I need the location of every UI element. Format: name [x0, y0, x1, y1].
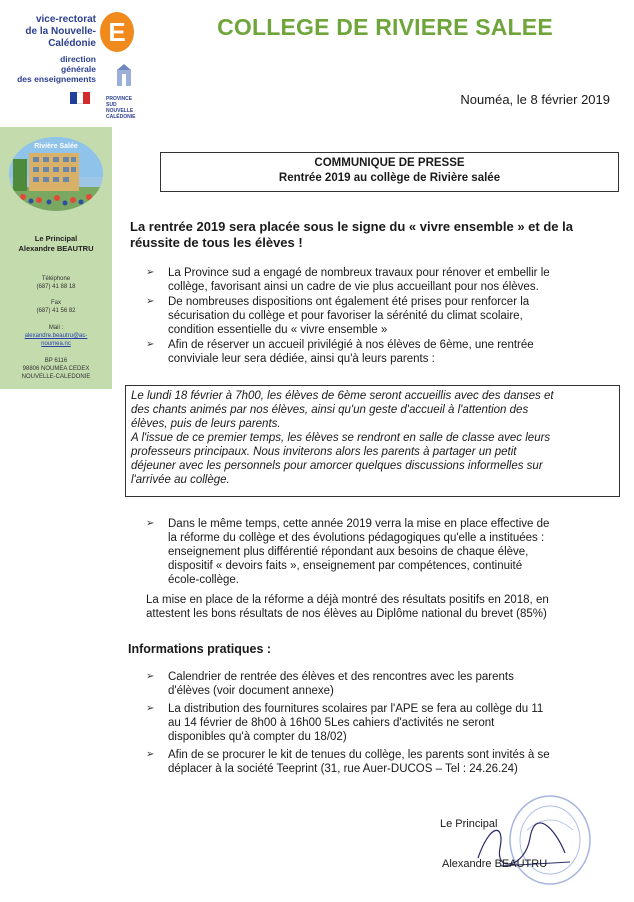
logo-e-icon: E — [100, 12, 134, 52]
bullet-line: sécurisation du collège et pour favoriser la sérénité du climat scolaire, — [168, 310, 523, 322]
bullet-list-reform — [146, 517, 620, 588]
box-line: élèves, puis de leurs parents. — [131, 418, 281, 430]
bullet-line: dispositif « devoirs faits », enseignement par compétences, continuité — [168, 560, 523, 572]
sidebar-phone: (687) 41 88 18 — [36, 284, 76, 290]
sidebar-fax: (687) 41 56 82 — [36, 308, 76, 314]
bullet-line: au 14 février de 8h00 à 16h00 5Les cahiers d'activités ne seront — [168, 717, 495, 729]
logo-line-4: générale — [61, 64, 96, 74]
welcome-program-box — [125, 385, 620, 497]
reform-results-paragraph — [146, 593, 620, 621]
list-item — [146, 517, 620, 587]
box-line: l'arrivée au collège. — [131, 474, 230, 486]
bullet-line: déplacer à la société Teeprint (31, rue Auer-DUCOS – Tel : 24.26.24) — [168, 763, 518, 775]
box-line: professeurs principaux. Nous inviterons alors les parents à partager un petit — [131, 446, 517, 458]
list-item — [146, 702, 620, 744]
sidebar-phone-label: Téléphone — [41, 276, 71, 282]
bullet-line: disponibles qu'à compter du 18/02) — [168, 731, 347, 743]
list-item — [146, 295, 620, 337]
bullet-line: la réforme du collège et des évolutions pédagogiques qu'elle a instituées : — [168, 532, 545, 544]
bullet-line: enseignement plus différentié répondant aux besoins de chaque élève, — [168, 546, 529, 558]
communique-subtitle: Rentrée 2019 au collège de Rivière salée — [278, 172, 501, 184]
info-heading: Informations pratiques : — [128, 642, 272, 656]
sidebar-fax-label: Fax — [50, 300, 61, 306]
nc-text-2: NOUVELLE — [106, 108, 134, 114]
communique-box — [160, 152, 619, 192]
vice-rectorat-logo — [8, 10, 136, 120]
paragraph-line: La mise en place de la réforme a déjà montré des résultats positifs en 2018, en — [146, 594, 549, 606]
bullet-line: Dans le même temps, cette année 2019 verra la mise en place effective de — [168, 518, 550, 530]
box-line: déjeuner avec les personnels pour amorcer quelques discussions informelles sur — [131, 460, 543, 472]
signature-role: Le Principal — [440, 818, 498, 830]
bullet-line: d'élèves (voir document annexe) — [168, 685, 334, 697]
school-photo — [9, 137, 103, 211]
bullet-list-works — [146, 266, 620, 367]
communique-title: COMMUNIQUE DE PRESSE — [314, 157, 465, 169]
list-item — [146, 338, 620, 366]
list-item — [146, 748, 620, 776]
bullet-line: école-collège. — [168, 574, 239, 586]
sidebar-address-3: NOUVELLE-CALEDONIE — [21, 374, 91, 380]
list-item — [146, 670, 620, 698]
page-title: COLLEGE DE RIVIERE SALEE — [217, 14, 553, 40]
nc-text-3: CALÉDONIE — [106, 114, 136, 120]
sidebar-mail-label: Mail : — [48, 325, 64, 331]
bullet-line: La distribution des fournitures scolaires par l'APE se fera au collège du 11 — [168, 703, 544, 715]
french-flag-icon — [70, 92, 90, 104]
bullet-list-info — [146, 670, 620, 777]
box-line: A l'issue de ce premier temps, les élèves se rendront en salle de classe avec leurs — [131, 432, 551, 444]
box-line: Le lundi 18 février à 7h00, les élèves de 6ème seront accueillis avec des danses et — [131, 390, 554, 402]
arrow-bullet-icon: ➢ — [146, 671, 155, 682]
logo-line-2: de la Nouvelle-Calédonie — [25, 26, 96, 49]
intro-line-2: réussite de tous les élèves ! — [130, 235, 303, 250]
arrow-bullet-icon: ➢ — [146, 339, 155, 350]
arrow-bullet-icon: ➢ — [146, 518, 155, 529]
bullet-line: collège, favorisant ainsi un cadre de vie plus accueillant pour nos élèves. — [168, 281, 539, 293]
arrow-bullet-icon: ➢ — [146, 296, 155, 307]
intro-statement — [130, 219, 620, 251]
bullet-line: condition essentielle du « vivre ensemble » — [168, 324, 388, 336]
sidebar-address-2: 98806 NOUMEA CEDEX — [22, 366, 90, 372]
paragraph-line: attestent les bons résultats de nos élèves au Diplôme national du brevet (85%) — [146, 608, 547, 620]
logo-line-5: des enseignements — [17, 74, 96, 84]
signature-name: Alexandre BEAUTRU — [442, 858, 548, 870]
school-building-icon — [9, 137, 103, 211]
sidebar-mail-link[interactable]: alexandre.beautru@ac- — [24, 333, 88, 339]
sidebar-contact-panel — [0, 127, 112, 389]
nc-text-1: PROVINCE SUD — [106, 96, 133, 108]
bullet-line: La Province sud a engagé de nombreux travaux pour rénover et embellir le — [168, 267, 550, 279]
nc-emblem-icon — [114, 64, 134, 92]
sidebar-mail-link-2[interactable]: noumea.nc — [41, 341, 71, 347]
bullet-line: Afin de réserver un accueil privilégié à nos élèves de 6ème, une rentrée — [168, 339, 534, 351]
bullet-line: Afin de se procurer le kit de tenues du collège, les parents sont invités à se — [168, 749, 550, 761]
list-item — [146, 266, 620, 294]
arrow-bullet-icon: ➢ — [146, 703, 155, 714]
sidebar-address-1: BP 6116 — [44, 358, 68, 364]
document-date: Nouméa, le 8 février 2019 — [460, 92, 610, 107]
arrow-bullet-icon: ➢ — [146, 267, 155, 278]
sidebar-role: Le Principal — [34, 234, 78, 243]
box-line: des chants animés par nos élèves, ainsi qu'un geste d'accueil à l'attention des — [131, 404, 529, 416]
intro-line-1: La rentrée 2019 sera placée sous le signe du « vivre ensemble » et de la — [130, 219, 573, 234]
bullet-line: Calendrier de rentrée des élèves et des rencontres avec les parents — [168, 671, 514, 683]
bullet-line: conviviale leur sera dédiée, ainsi qu'à leurs parents : — [168, 353, 435, 365]
logo-line-1: vice-rectorat — [35, 14, 96, 25]
bullet-line: De nombreuses dispositions ont également été prises pour renforcer la — [168, 296, 530, 308]
logo-line-3: direction — [60, 54, 96, 64]
arrow-bullet-icon: ➢ — [146, 749, 155, 760]
sidebar-name: Alexandre BEAUTRU — [18, 244, 94, 253]
photo-caption: Rivière Salée — [34, 143, 78, 150]
